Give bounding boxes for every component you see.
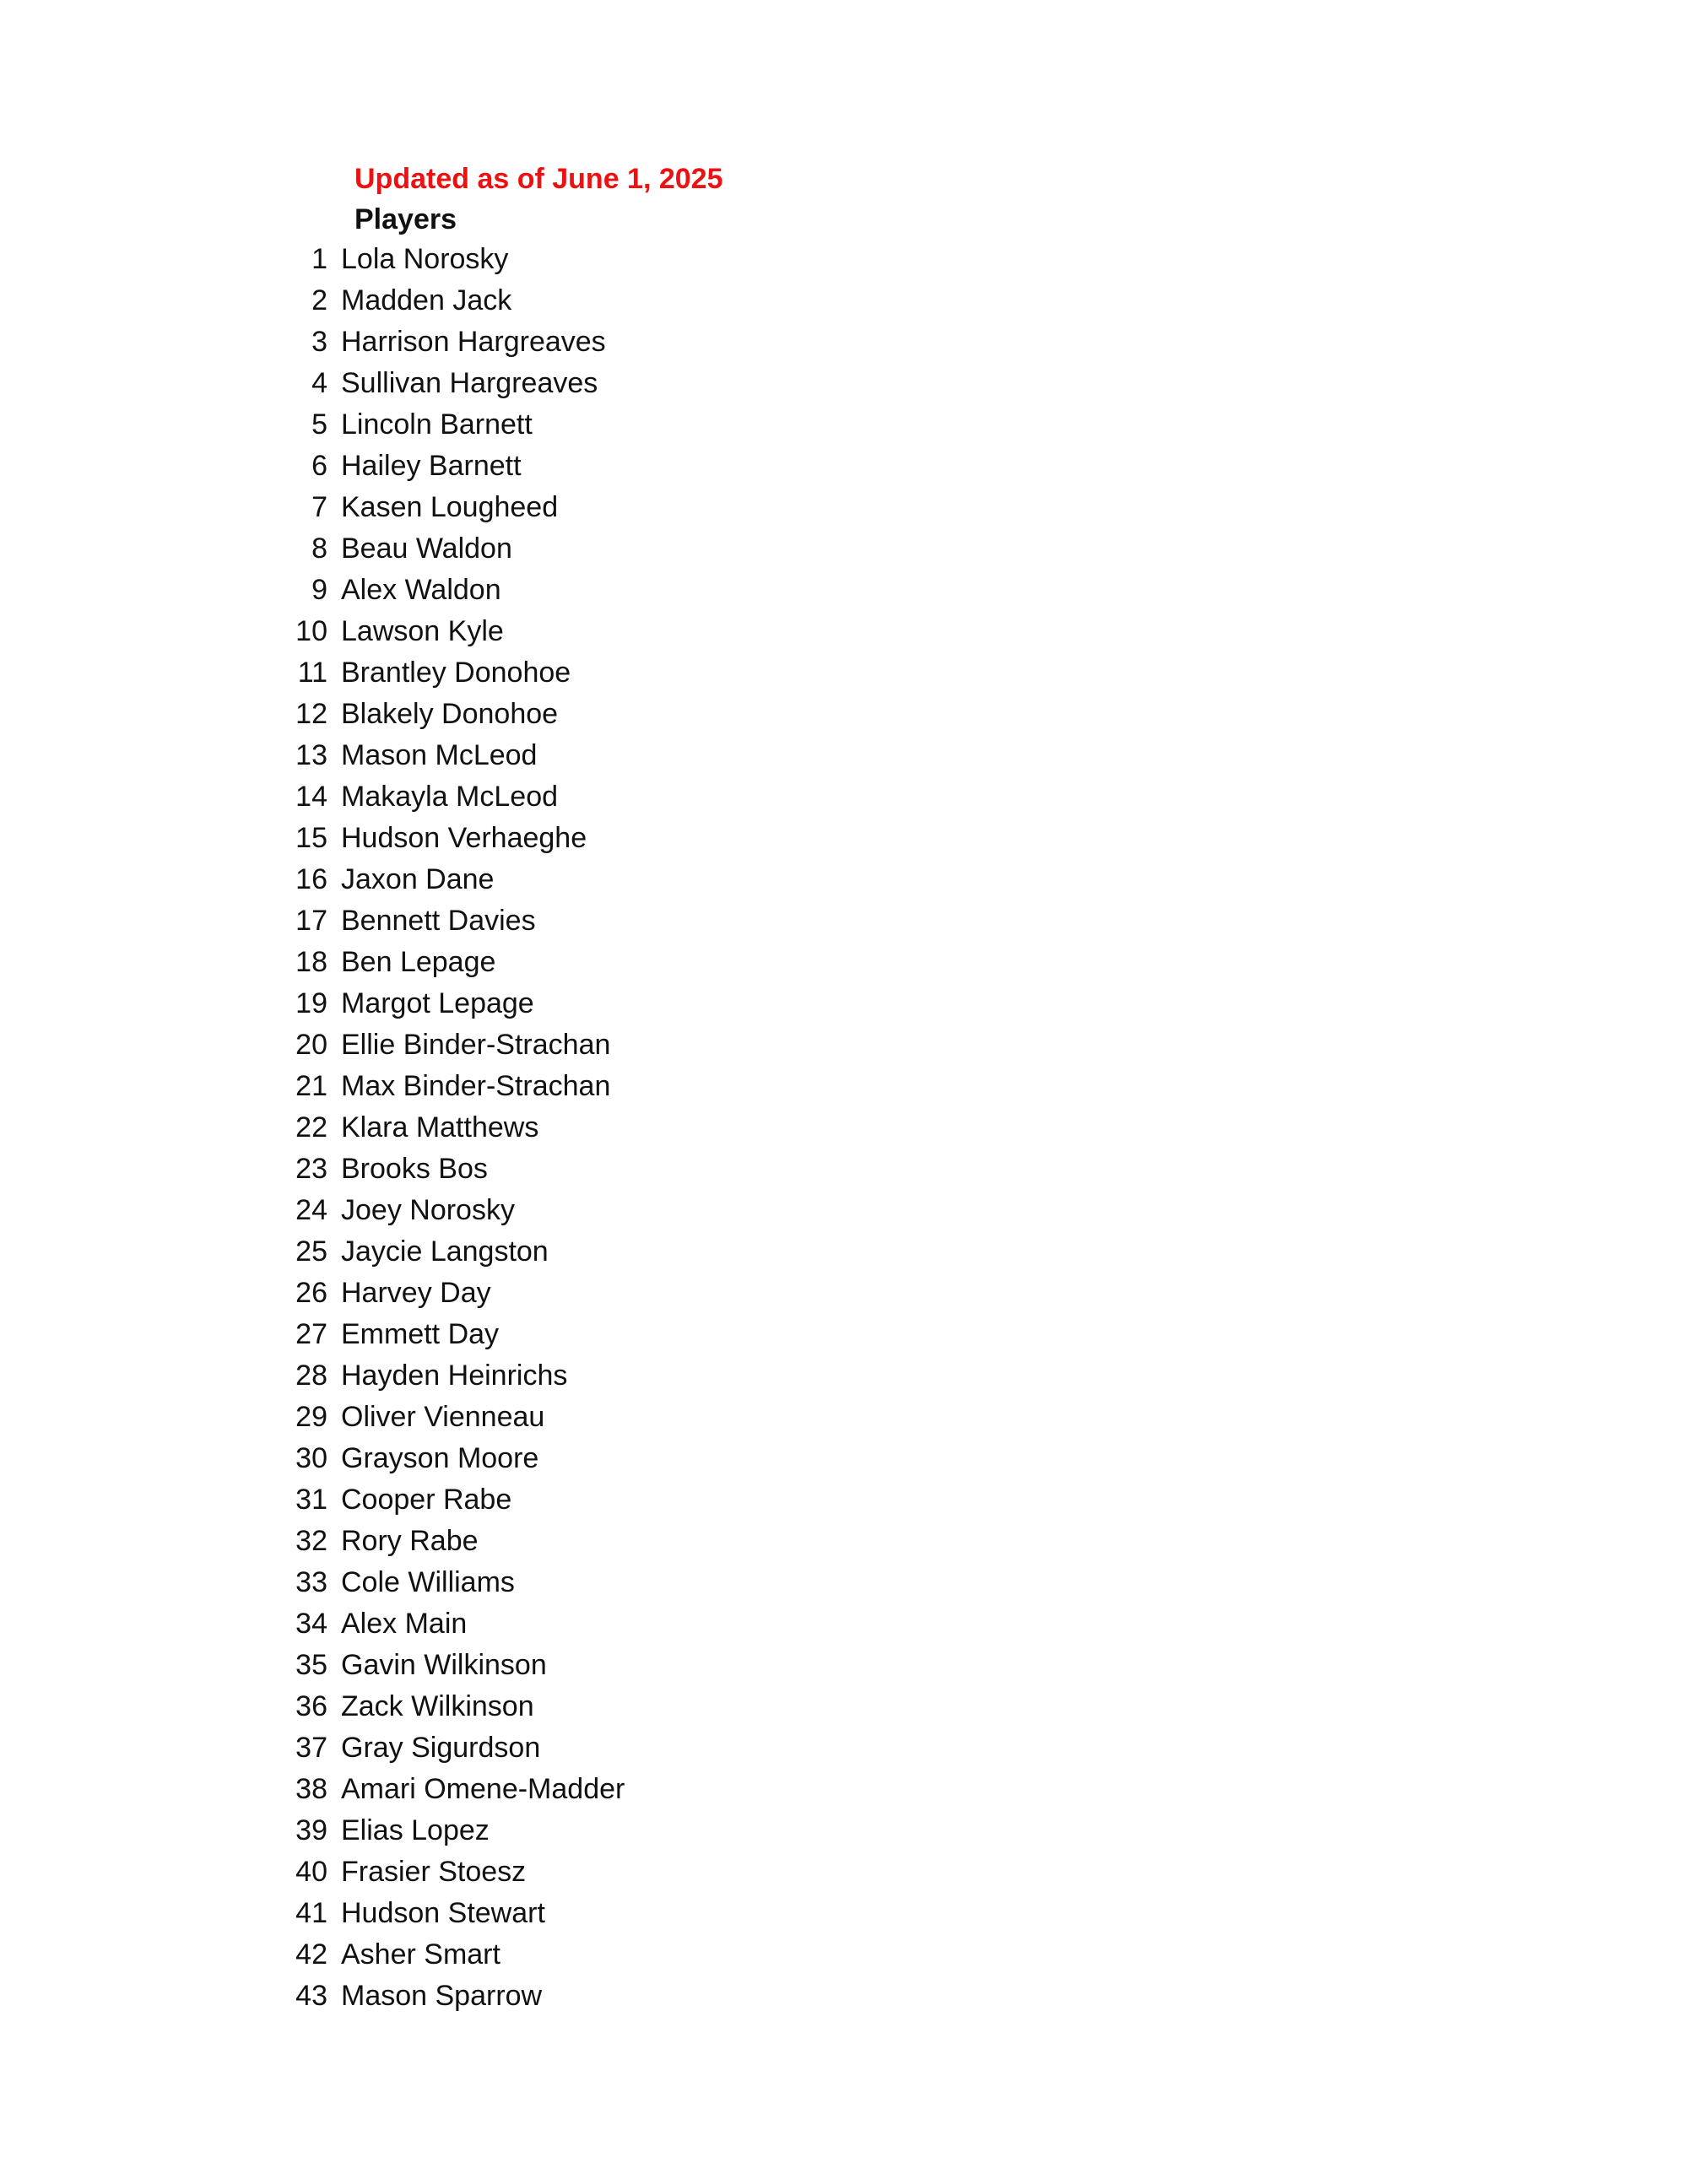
player-row <box>253 776 1013 818</box>
player-number: 37 <box>295 1732 327 1764</box>
player-number: 4 <box>311 367 327 399</box>
player-number: 10 <box>295 615 327 647</box>
updated-note: Updated as of June 1, 2025 <box>354 163 723 195</box>
player-row <box>253 1479 1013 1521</box>
player-number: 2 <box>311 284 327 316</box>
player-number: 6 <box>311 450 327 482</box>
player-name: Harvey Day <box>341 1277 491 1309</box>
player-number: 20 <box>295 1029 327 1061</box>
player-row <box>253 570 1013 611</box>
player-number: 25 <box>295 1235 327 1268</box>
player-name: Cooper Rabe <box>341 1484 512 1516</box>
player-row <box>253 1893 1013 1934</box>
player-number: 43 <box>295 1980 327 2012</box>
player-row <box>253 735 1013 776</box>
player-number: 14 <box>295 781 327 813</box>
player-row <box>253 446 1013 487</box>
player-number: 38 <box>295 1773 327 1805</box>
player-name: Kasen Lougheed <box>341 491 559 523</box>
player-number: 42 <box>295 1938 327 1970</box>
player-number: 18 <box>295 946 327 978</box>
player-row <box>253 1231 1013 1273</box>
player-row <box>253 1190 1013 1231</box>
player-number: 35 <box>295 1649 327 1681</box>
player-name: Max Binder-Strachan <box>341 1070 611 1102</box>
player-name: Frasier Stoesz <box>341 1856 527 1888</box>
player-row <box>253 1852 1013 1893</box>
player-name: Hudson Stewart <box>341 1897 545 1929</box>
player-name: Blakely Donohoe <box>341 698 559 730</box>
player-row <box>253 1066 1013 1107</box>
player-row <box>253 1769 1013 1810</box>
player-name: Elias Lopez <box>341 1814 490 1846</box>
player-number: 29 <box>295 1401 327 1433</box>
player-number: 7 <box>311 491 327 523</box>
player-row <box>253 363 1013 404</box>
player-row <box>253 280 1013 322</box>
player-name: Joey Norosky <box>341 1194 515 1226</box>
player-row <box>253 1727 1013 1769</box>
player-name: Zack Wilkinson <box>341 1690 534 1722</box>
player-number: 39 <box>295 1814 327 1846</box>
player-number: 5 <box>311 408 327 441</box>
player-row <box>253 1521 1013 1562</box>
player-row <box>253 1686 1013 1727</box>
player-number: 11 <box>297 657 327 689</box>
player-number: 40 <box>295 1856 327 1888</box>
player-number: 19 <box>295 987 327 1019</box>
player-number: 24 <box>295 1194 327 1226</box>
player-name: Emmett Day <box>341 1318 500 1350</box>
player-row <box>253 1438 1013 1479</box>
player-name: Madden Jack <box>341 284 512 316</box>
player-name: Sullivan Hargreaves <box>341 367 598 399</box>
player-number: 17 <box>295 905 327 937</box>
player-name: Alex Main <box>341 1608 468 1640</box>
player-name: Cole Williams <box>341 1566 515 1598</box>
player-number: 23 <box>295 1153 327 1185</box>
player-row <box>253 1645 1013 1686</box>
player-number: 41 <box>295 1897 327 1929</box>
player-name: Asher Smart <box>341 1938 500 1970</box>
player-row <box>253 1934 1013 1976</box>
player-name: Hayden Heinrichs <box>341 1360 568 1392</box>
player-row <box>253 1355 1013 1397</box>
player-number: 8 <box>311 532 327 565</box>
player-row <box>253 1107 1013 1149</box>
player-name: Rory Rabe <box>341 1525 479 1557</box>
player-name: Klara Matthews <box>341 1111 539 1143</box>
player-row <box>253 859 1013 900</box>
player-name: Bennett Davies <box>341 905 536 937</box>
player-name: Mason Sparrow <box>341 1980 543 2012</box>
player-name: Brooks Bos <box>341 1153 488 1185</box>
player-name: Makayla McLeod <box>341 781 559 813</box>
player-row <box>253 1976 1013 2017</box>
player-name: Oliver Vienneau <box>341 1401 545 1433</box>
player-number: 30 <box>295 1442 327 1474</box>
player-number: 33 <box>295 1566 327 1598</box>
player-row <box>253 1273 1013 1314</box>
player-name: Harrison Hargreaves <box>341 326 606 358</box>
player-name: Hailey Barnett <box>341 450 522 482</box>
player-name: Gray Sigurdson <box>341 1732 541 1764</box>
player-row <box>253 694 1013 735</box>
players-header: Players <box>354 203 457 235</box>
player-name: Hudson Verhaeghe <box>341 822 587 854</box>
player-name: Brantley Donohoe <box>341 657 571 689</box>
player-name: Jaxon Dane <box>341 863 495 895</box>
player-number: 28 <box>295 1360 327 1392</box>
player-row <box>253 983 1013 1024</box>
player-name: Lawson Kyle <box>341 615 504 647</box>
player-row <box>253 652 1013 694</box>
player-number: 26 <box>295 1277 327 1309</box>
player-number: 3 <box>311 326 327 358</box>
player-number: 21 <box>295 1070 327 1102</box>
player-row <box>253 1810 1013 1852</box>
player-number: 1 <box>311 243 327 275</box>
player-number: 16 <box>295 863 327 895</box>
player-row <box>253 322 1013 363</box>
player-number: 31 <box>295 1484 327 1516</box>
player-number: 27 <box>295 1318 327 1350</box>
player-number: 22 <box>295 1111 327 1143</box>
player-number: 15 <box>295 822 327 854</box>
player-row <box>253 1024 1013 1066</box>
player-number: 9 <box>311 574 327 606</box>
player-row <box>253 487 1013 528</box>
players-list <box>253 239 1013 2017</box>
player-row <box>253 611 1013 652</box>
player-name: Ellie Binder-Strachan <box>341 1029 611 1061</box>
player-number: 34 <box>295 1608 327 1640</box>
player-name: Jaycie Langston <box>341 1235 549 1268</box>
player-row <box>253 1562 1013 1603</box>
player-number: 12 <box>295 698 327 730</box>
player-number: 13 <box>295 739 327 771</box>
player-name: Mason McLeod <box>341 739 538 771</box>
player-number: 32 <box>295 1525 327 1557</box>
player-name: Grayson Moore <box>341 1442 539 1474</box>
player-row <box>253 1397 1013 1438</box>
player-name: Alex Waldon <box>341 574 501 606</box>
player-row <box>253 818 1013 859</box>
player-name: Amari Omene-Madder <box>341 1773 625 1805</box>
player-name: Beau Waldon <box>341 532 512 565</box>
player-row <box>253 239 1013 280</box>
player-name: Lola Norosky <box>341 243 509 275</box>
player-row <box>253 900 1013 942</box>
player-name: Margot Lepage <box>341 987 534 1019</box>
player-row <box>253 1149 1013 1190</box>
player-name: Lincoln Barnett <box>341 408 533 441</box>
player-number: 36 <box>295 1690 327 1722</box>
player-row <box>253 404 1013 446</box>
player-row <box>253 942 1013 983</box>
player-row <box>253 528 1013 570</box>
player-name: Ben Lepage <box>341 946 496 978</box>
player-row <box>253 1603 1013 1645</box>
player-row <box>253 1314 1013 1355</box>
player-name: Gavin Wilkinson <box>341 1649 547 1681</box>
